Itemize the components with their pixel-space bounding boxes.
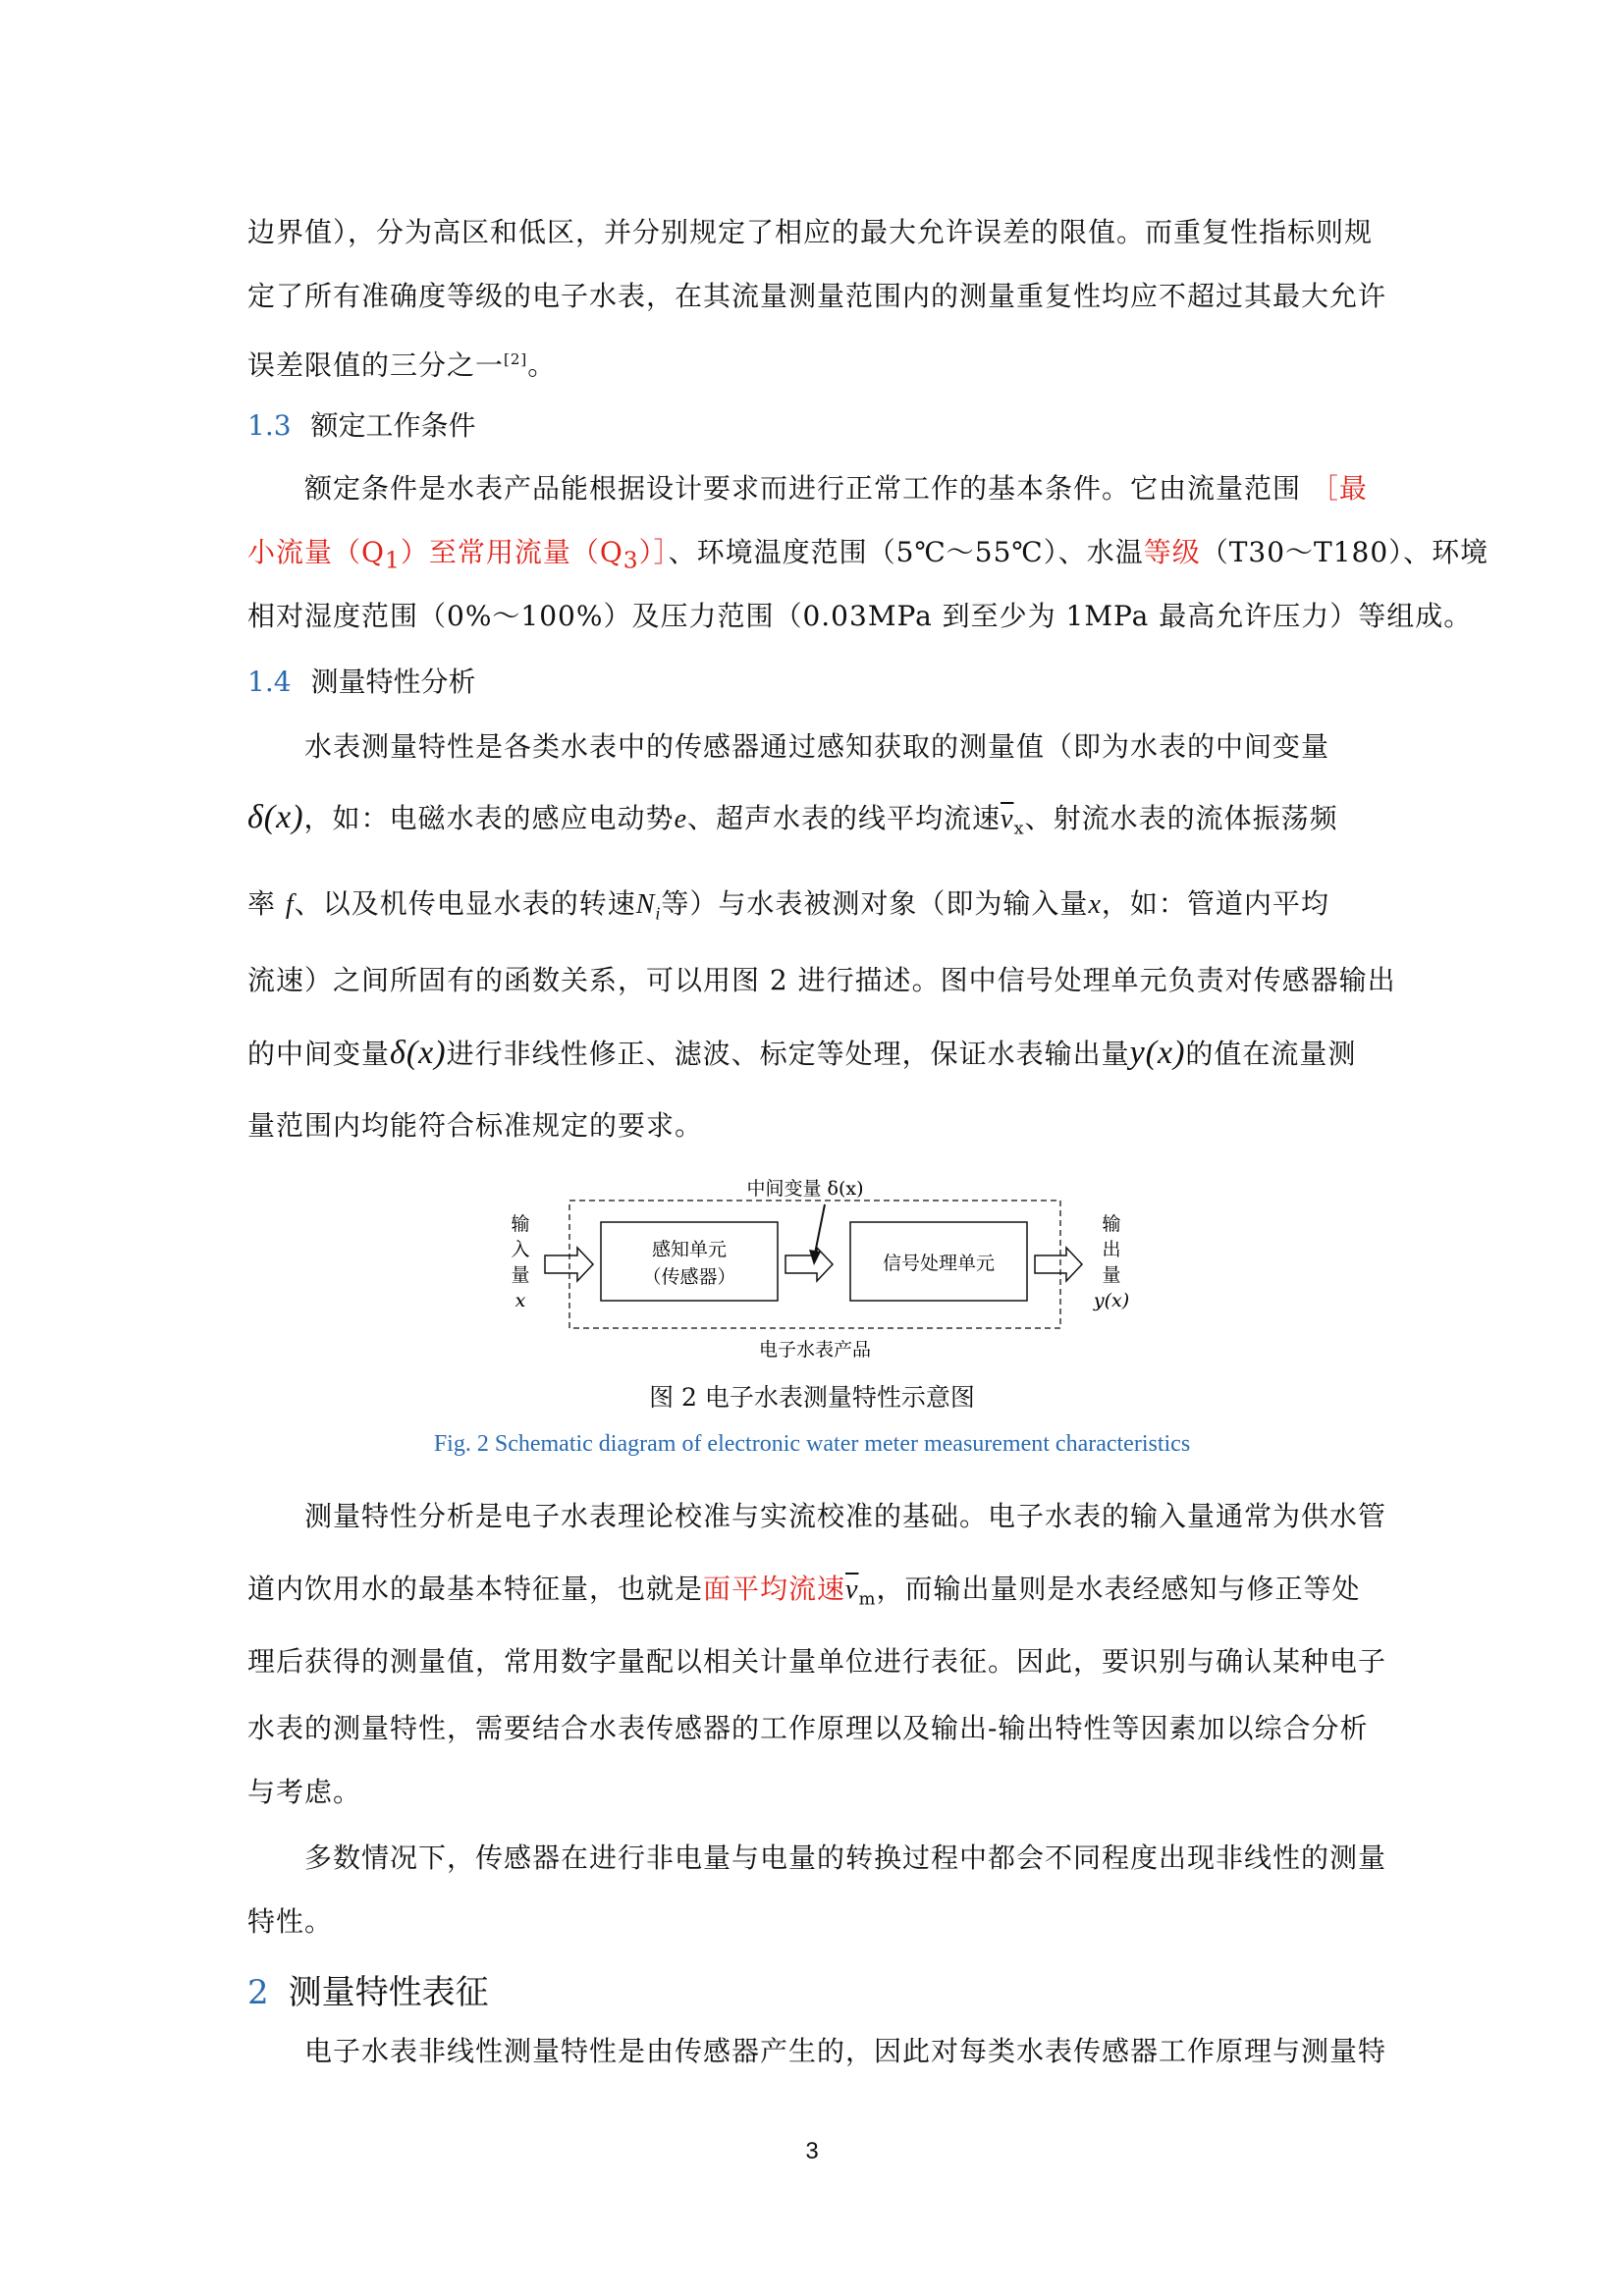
section-title: 额定工作条件 [310, 409, 476, 442]
text-span: 多数情况下，传感器在进行非电量与电量的转换过程中都会不同程度出现非线性的测量 [304, 1842, 1387, 1874]
math-symbol: δ(x) [247, 799, 304, 835]
text-span: ，如：管道内平均 [1101, 887, 1329, 920]
text-span: ，如：电磁水表的感应电动势 [303, 802, 675, 834]
figure-caption-cn: 图 2 电子水表测量特性示意图 [649, 1383, 975, 1412]
text-span: 、环境温度范围（5℃～55℃）、水温 [668, 536, 1144, 568]
citation-ref: [2] [504, 350, 528, 368]
section-heading-1-4 [247, 661, 476, 700]
subscript: 1 [384, 546, 401, 574]
paragraph-line [304, 456, 1386, 520]
highlight-text: ［最 [1310, 472, 1368, 505]
paragraph-line [304, 1484, 1386, 1548]
text-span: 进行非线性修正、滤波、标定等处理，保证水表输出量 [446, 1038, 1130, 1070]
text-span: 相对湿度范围（0%～100%）及压力范围（0.03MPa 到至少为 1MPa 最高允许压力）等组成。 [247, 600, 1473, 632]
section-number: 2 [247, 1973, 269, 2012]
figure-caption-en: Fig. 2 Schematic diagram of electronic water meter measurement characteristics [433, 1431, 1191, 1457]
text-span: 。 [527, 348, 557, 382]
sensor-unit-box [601, 1222, 778, 1301]
paragraph-line [247, 200, 1386, 264]
text-span: 水表的测量特性，需要结合水表传感器的工作原理以及输出-输出特性等因素加以综合分析 [247, 1712, 1369, 1744]
text-span: 电子水表非线性测量特性是由传感器产生的，因此对每类水表传感器工作原理与测量特 [304, 2035, 1387, 2067]
paragraph-line [247, 264, 1386, 328]
page-number: 3 [805, 2138, 819, 2164]
math-symbol: y(x) [1129, 1035, 1186, 1071]
text-span: 量范围内均能符合标准规定的要求。 [247, 1109, 704, 1142]
text-span: 理后获得的测量值，常用数字量配以相关计量单位进行表征。因此，要识别与确认某种电子 [247, 1645, 1387, 1678]
text-span: 流速）之间所固有的函数关系，可以用图 2 进行描述。图中信号处理单元负责对传感器输出 [247, 964, 1396, 996]
paragraph-line [247, 1696, 1386, 1760]
text-span: 率 [247, 887, 277, 920]
math-symbol: e [674, 804, 687, 834]
output-char: 出 [1102, 1239, 1121, 1260]
section-heading-2 [247, 1965, 489, 2013]
text-span: 与考虑。 [247, 1776, 362, 1808]
math-symbol: N [635, 889, 656, 920]
paragraph-line [304, 2019, 1386, 2083]
text-span: 、超声水表的线平均流速 [687, 802, 1001, 834]
subscript: x [1013, 818, 1025, 839]
subscript: 3 [623, 546, 639, 574]
math-symbol: δ(x) [390, 1035, 447, 1071]
output-arrow-icon [1035, 1248, 1082, 1281]
input-symbol: x [514, 1290, 526, 1311]
paragraph-line [304, 715, 1386, 778]
sensor-unit-sublabel: （传感器） [642, 1266, 736, 1288]
text-span: （T30～T180）、环境 [1200, 536, 1489, 568]
paragraph-line [247, 1094, 1386, 1157]
section-title: 测量特性分析 [310, 666, 476, 698]
text-span: 道内饮用水的最基本特征量，也就是 [247, 1573, 704, 1605]
input-char: 输 [511, 1213, 530, 1235]
text-span: 等）与水表被测对象（即为输入量 [661, 887, 1089, 920]
text-span: 额定条件是水表产品能根据设计要求而进行正常工作的基本条件。它由流量范围 [304, 472, 1311, 505]
paragraph-line [247, 328, 1386, 397]
intermediate-variable-label: 中间变量 δ(x) [746, 1178, 864, 1200]
text-span: 定了所有准确度等级的电子水表，在其流量测量范围内的测量重复性均应不超过其最大允许 [247, 280, 1387, 312]
output-char: 输 [1102, 1213, 1121, 1235]
math-symbol: $\overline{v}$ [845, 1575, 859, 1605]
paragraph-line [247, 1760, 1386, 1824]
section-number: 1.4 [247, 666, 292, 698]
paragraph-line [247, 785, 1386, 861]
output-char: 量 [1102, 1264, 1121, 1286]
input-char: 量 [511, 1264, 530, 1286]
paragraph-line [247, 1629, 1386, 1693]
highlight-text: 面平均流速 [703, 1573, 846, 1605]
paragraph-line [304, 1826, 1386, 1890]
math-symbol: $\overline{v}$ [1001, 804, 1014, 834]
text-span: 水表测量特性是各类水表中的传感器通过感知获取的测量值（即为水表的中间变量 [304, 730, 1330, 763]
subscript: m [858, 1588, 877, 1610]
section-heading-1-3 [247, 404, 476, 444]
output-symbol: y(x) [1093, 1290, 1130, 1311]
text-span: ）至常用流量（Q [400, 536, 623, 568]
text-span: ）］ [638, 536, 669, 568]
text-span: 特性。 [247, 1905, 334, 1938]
highlight-text: 等级 [1143, 536, 1201, 568]
paragraph-line [247, 1021, 1386, 1086]
paragraph-line [247, 872, 1386, 946]
paragraph-line [247, 1890, 1386, 1953]
text-span: 测量特性分析是电子水表理论校准与实流校准的基础。电子水表的输入量通常为供水管 [304, 1500, 1387, 1532]
text-span: 、射流水表的流体振荡频 [1024, 802, 1338, 834]
highlight-text [247, 536, 669, 574]
math-symbol: f [285, 889, 295, 920]
input-char: 入 [511, 1239, 530, 1260]
text-span: 的值在流量测 [1185, 1038, 1357, 1070]
product-label: 电子水表产品 [758, 1339, 872, 1361]
signal-processing-label: 信号处理单元 [882, 1253, 996, 1274]
pointer-arrow-head [809, 1250, 821, 1265]
section-number: 1.3 [247, 409, 292, 442]
sensor-unit-label: 感知单元 [651, 1239, 728, 1260]
text-span: 小流量（Q [247, 536, 385, 568]
paragraph-line [247, 520, 1489, 593]
math-symbol: x [1088, 889, 1102, 920]
paragraph-line [247, 948, 1396, 1012]
text-span: ，而输出量则是水表经感知与修正等处 [876, 1573, 1361, 1605]
paragraph-line [247, 1557, 1386, 1631]
section-title: 测量特性表征 [288, 1973, 489, 2012]
measurement-diagram [491, 1173, 1139, 1369]
text-span: 误差限值的三分之一 [247, 348, 505, 382]
text-span: 的中间变量 [247, 1038, 391, 1070]
subscript: i [655, 903, 662, 924]
paragraph-line [247, 584, 1473, 648]
middle-arrow-icon [785, 1248, 833, 1281]
text-span: 边界值），分为高区和低区，并分别规定了相应的最大允许误差的限值。而重复性指标则规 [247, 216, 1374, 248]
text-span: 、以及机传电显水表的转速 [294, 887, 636, 920]
